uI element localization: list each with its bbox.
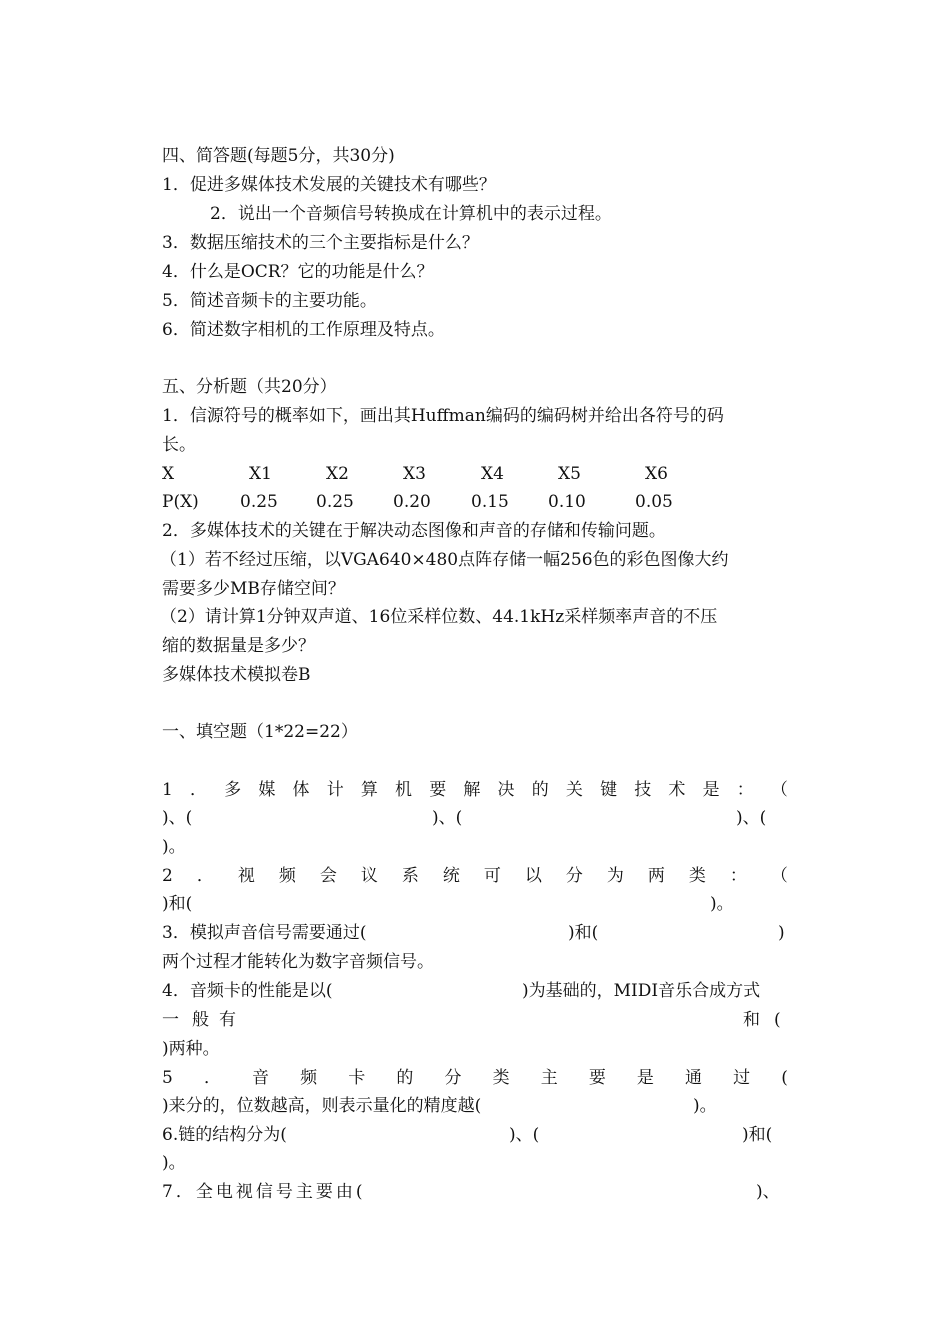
- char: 和: [743, 1010, 760, 1030]
- table-header-cell: X5: [558, 464, 581, 484]
- fill-in-heading: 一、填空题（1*22=22）: [162, 722, 358, 742]
- section5-question-1-line2: 长。: [162, 435, 196, 455]
- char: 一: [162, 1010, 179, 1030]
- answer-blank[interactable]: ): [778, 923, 785, 943]
- char: 统: [442, 866, 460, 886]
- section5-question-2a-line1: （1）若不经过压缩，以VGA640×480点阵存储一幅256色的彩色图像大约: [160, 550, 729, 570]
- section4-question-1: 1．促进多媒体技术发展的关键技术有哪些？: [162, 175, 496, 195]
- char: 技: [634, 780, 652, 800]
- section5-question-2: 2．多媒体技术的关键在于解决动态图像和声音的存储和传输问题。: [162, 521, 666, 541]
- char: 以: [524, 866, 542, 886]
- char: 要: [429, 780, 447, 800]
- answer-blank[interactable]: )、(: [162, 808, 193, 828]
- section5-question-2a-line2: 需要多少MB存储空间？: [162, 579, 345, 599]
- char: 通: [685, 1068, 703, 1088]
- answer-blank[interactable]: )来分的，位数越高，则表示量化的精度越(: [162, 1096, 482, 1116]
- answer-blank[interactable]: )和(: [162, 894, 193, 914]
- char: 议: [360, 866, 378, 886]
- char: 主: [540, 1068, 558, 1088]
- table-header-cell: X2: [326, 464, 349, 484]
- char: ．: [190, 780, 207, 800]
- answer-blank[interactable]: )。: [710, 894, 734, 914]
- section5-heading: 五、分析题（共20分）: [162, 377, 337, 397]
- fill-question-7-text: 7．全电视信号主要由(: [162, 1182, 366, 1202]
- char: 两: [647, 866, 665, 886]
- char: 般: [192, 1010, 209, 1030]
- char: 过: [733, 1068, 751, 1088]
- answer-blank[interactable]: )和(: [568, 923, 599, 943]
- char: 要: [588, 1068, 606, 1088]
- table-header-cell: X6: [645, 464, 668, 484]
- table-value-cell: 0.25: [316, 492, 354, 512]
- char: 的: [396, 1068, 414, 1088]
- char: （: [770, 866, 788, 886]
- answer-blank[interactable]: )。: [693, 1096, 717, 1116]
- fill-question-6-text: 6.链的结构分为(: [162, 1125, 287, 1145]
- fill-question-4-text: 4．音频卡的性能是以(: [162, 981, 333, 1001]
- fill-question-3-line2: 两个过程才能转化为数字音频信号。: [162, 952, 434, 972]
- char: ：: [736, 780, 754, 800]
- char: 关: [565, 780, 583, 800]
- char: 分: [565, 866, 583, 886]
- char: 解: [463, 780, 481, 800]
- char: 的: [531, 780, 549, 800]
- exam-b-title: 多媒体技术模拟卷B: [162, 665, 311, 685]
- char: 音: [252, 1068, 270, 1088]
- fill-question-1-line1: [162, 779, 788, 801]
- char: 系: [401, 866, 419, 886]
- char: 是: [636, 1068, 654, 1088]
- char: 分: [444, 1068, 462, 1088]
- char: ．: [203, 1068, 221, 1088]
- fill-question-2-line1: [162, 865, 788, 887]
- answer-blank[interactable]: )、(: [736, 808, 767, 828]
- section5-question-1-line1: 1．信源符号的概率如下，画出其Huffman编码的编码树并给出各符号的码: [162, 406, 724, 426]
- char: （: [770, 780, 788, 800]
- char: 2: [162, 866, 173, 886]
- table-header-cell: X1: [249, 464, 272, 484]
- char: 类: [688, 866, 706, 886]
- char: 1: [162, 780, 173, 800]
- table-value-cell: P(X): [162, 492, 199, 512]
- char: 机: [395, 780, 413, 800]
- answer-blank[interactable]: )。: [162, 837, 186, 857]
- answer-blank[interactable]: )、: [756, 1182, 780, 1202]
- char: 有: [219, 1010, 236, 1030]
- answer-blank[interactable]: (: [774, 1010, 781, 1030]
- answer-blank[interactable]: )两种。: [162, 1039, 220, 1059]
- table-header-cell: X: [162, 464, 175, 484]
- section4-heading: 四、简答题(每题5分，共30分): [162, 146, 395, 166]
- section4-question-2: 2．说出一个音频信号转换成在计算机中的表示过程。: [210, 204, 612, 224]
- fill-question-5-line1: [162, 1067, 788, 1089]
- section4-question-4: 4．什么是OCR？它的功能是什么？: [162, 262, 434, 282]
- char: 5: [162, 1068, 173, 1088]
- char: 可: [483, 866, 501, 886]
- table-value-cell: 0.05: [635, 492, 673, 512]
- char: 体: [292, 780, 310, 800]
- section5-question-2b-line2: 缩的数据量是多少？: [162, 636, 315, 656]
- answer-blank[interactable]: )和(: [742, 1125, 773, 1145]
- section4-question-3: 3．数据压缩技术的三个主要指标是什么？: [162, 233, 479, 253]
- table-header-cell: X3: [403, 464, 426, 484]
- char: 多: [224, 780, 242, 800]
- char: 频: [300, 1068, 318, 1088]
- answer-blank[interactable]: )为基础的，MIDI音乐合成方式: [522, 981, 761, 1001]
- char: (: [781, 1068, 788, 1088]
- char: 频: [278, 866, 296, 886]
- section4-question-6: 6．简述数字相机的工作原理及特点。: [162, 320, 445, 340]
- char: 算: [360, 780, 378, 800]
- fill-question-3-text: 3．模拟声音信号需要通过(: [162, 923, 367, 943]
- table-value-cell: 0.15: [471, 492, 509, 512]
- answer-blank[interactable]: )。: [162, 1153, 186, 1173]
- char: 会: [319, 866, 337, 886]
- char: ．: [196, 866, 214, 886]
- table-value-cell: 0.20: [393, 492, 431, 512]
- char: ：: [729, 866, 747, 886]
- char: 计: [326, 780, 344, 800]
- char: 类: [492, 1068, 510, 1088]
- char: 视: [237, 866, 255, 886]
- section5-question-2b-line1: （2）请计算1分钟双声道、16位采样位数、44.1kHz采样频率声音的不压: [160, 607, 718, 627]
- table-header-cell: X4: [481, 464, 504, 484]
- answer-blank[interactable]: )、(: [509, 1125, 540, 1145]
- char: 为: [606, 866, 624, 886]
- char: 术: [668, 780, 686, 800]
- char: 卡: [348, 1068, 366, 1088]
- section4-question-5: 5．简述音频卡的主要功能。: [162, 291, 377, 311]
- char: 决: [497, 780, 515, 800]
- char: 是: [702, 780, 720, 800]
- char: 键: [600, 780, 618, 800]
- char: 媒: [258, 780, 276, 800]
- answer-blank[interactable]: )、(: [432, 808, 463, 828]
- table-value-cell: 0.25: [240, 492, 278, 512]
- table-value-cell: 0.10: [548, 492, 586, 512]
